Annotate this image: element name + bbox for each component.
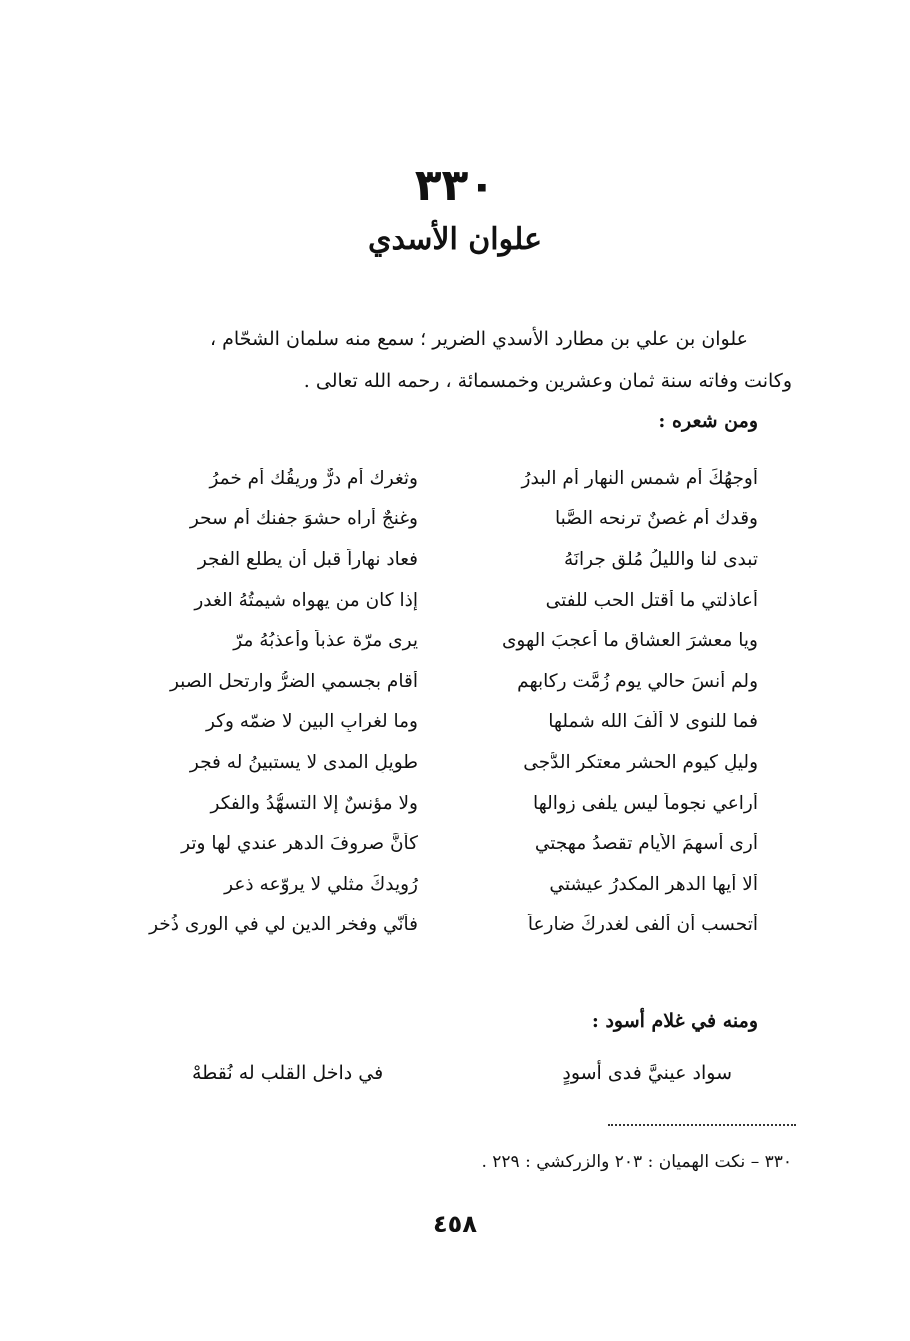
verse — [118, 702, 758, 743]
page-number: ٤٥٨ — [433, 1210, 477, 1238]
verse — [118, 742, 758, 783]
verse-second-hemistich: وثغرك أم درٌّ وريقُك أم خمرُ — [209, 467, 418, 489]
verse-first-hemistich: تبدى لنا والليلُ مُلقٍ جرانَهُ — [563, 548, 758, 570]
verse-second-hemistich: ولا مؤنسٌ إلا التسهُّدُ والفكر — [210, 792, 418, 814]
biography-line: علوان بن علي بن مطارد الأسدي الضرير ؛ سمع منه سلمان الشحّام ، — [209, 328, 748, 350]
verse-second-hemistich: فأنّي وفخر الدين لي في الورى ذُخر — [149, 914, 418, 936]
footnote-divider — [608, 1124, 796, 1126]
biography-line: وكانت وفاته سنة ثمان وعشرين وخمسمائة ، رحمه الله تعالى . — [303, 370, 792, 392]
verse-first-hemistich: ألا أيها الدهر المكدرُ عيشتي — [549, 873, 758, 895]
entry-title: علوان الأسدي — [368, 222, 542, 257]
single-verse-intro: ومنه في غلام أسود : — [591, 1010, 758, 1032]
poem — [118, 458, 758, 945]
verse-second-hemistich: وما لغرابِ البين لا ضمّه وكر — [205, 711, 418, 733]
verse-first-hemistich: ولم أنسَ حالي يوم زُمَّت ركابهم — [517, 670, 758, 692]
verse — [118, 458, 758, 499]
biography-paragraph — [102, 318, 792, 402]
verse — [118, 905, 758, 946]
verse-first-hemistich: وليلٍ كيومِ الحشرِ معتكرِ الدُّجى — [523, 751, 758, 773]
verse-second-hemistich: يرى مرّة عذباً وأعذبُهُ مرّ — [233, 630, 418, 652]
verse-first-hemistich: أوجهُكَ أم شمس النهار أم البدرُ — [521, 467, 758, 489]
verse — [118, 823, 758, 864]
verse — [118, 661, 758, 702]
single-verse — [192, 1062, 732, 1084]
verse-second-hemistich: وغنجٌ أراه حشوَ جفنك أم سحر — [189, 508, 418, 530]
verse-first-hemistich: أرى أسهمَ الأيام تقصدُ مهجتي — [534, 833, 758, 855]
verse-first-hemistich: أتحسب أن ألفى لغدركَ ضارعاً — [527, 914, 758, 936]
footnote: ٣٣٠ – نكت الهميان : ٢٠٣ والزركشي : ٢٢٩ . — [481, 1152, 792, 1172]
single-verse-second-hemistich: في داخل القلب له نُقطهْ — [192, 1062, 384, 1084]
verse-second-hemistich: كأنَّ صروفَ الدهر عندي لها وتر — [181, 833, 418, 855]
verse — [118, 783, 758, 824]
poem-intro: ومن شعره : — [658, 410, 758, 432]
verse — [118, 864, 758, 905]
verse — [118, 539, 758, 580]
verse-first-hemistich: أراعي نجوماً ليس يلفى زوالها — [532, 792, 758, 814]
verse-first-hemistich: أعاذلتي ما أقتل الحب للفتى — [545, 589, 758, 611]
verse-first-hemistich: وقدك أم غصنٌ ترنحه الصَّبا — [554, 508, 758, 530]
verse — [118, 499, 758, 540]
verse — [118, 620, 758, 661]
verse-first-hemistich: فما للنوى لا ألَّفَ الله شملها — [548, 711, 758, 733]
verse-second-hemistich: إذا كان من يهواه شيمتُهُ الغدر — [194, 589, 418, 611]
verse-second-hemistich: طويلِ المدى لا يستبينُ له فجر — [189, 751, 418, 773]
verse-second-hemistich: فعاد نهاراً قبل أن يطلع الفجر — [197, 548, 418, 570]
entry-number: ٣٣٠ — [414, 160, 496, 211]
verse-second-hemistich: رُويدكَ مثلي لا يروّعه ذعر — [224, 873, 418, 895]
verse — [118, 580, 758, 621]
verse-second-hemistich: أقام بجسمي الضرُّ وارتحل الصبر — [169, 670, 418, 692]
single-verse-first-hemistich: سواد عينيَّ فدى أسودٍ — [562, 1062, 732, 1084]
verse-first-hemistich: ويا معشرَ العشاق ما أعجبَ الهوى — [501, 630, 758, 652]
